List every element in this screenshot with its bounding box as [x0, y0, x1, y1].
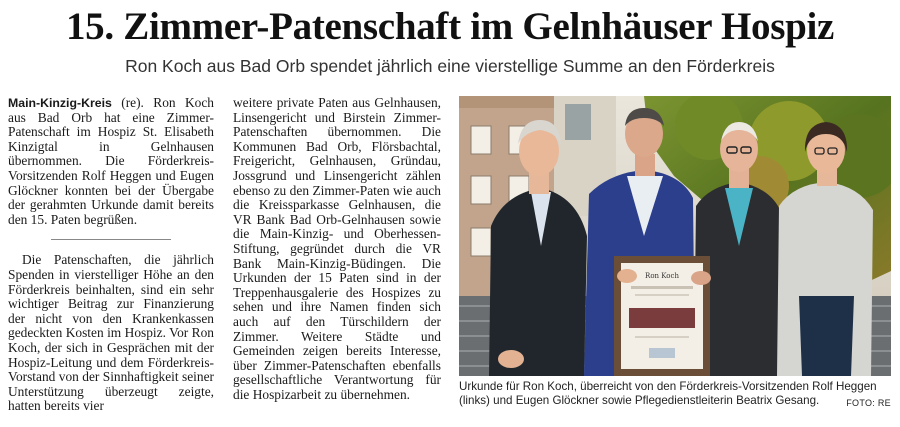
certificate-heading: Ron Koch: [645, 272, 679, 280]
body-paragraph-continued: weitere private Paten aus Gelnhausen, Linsengericht und Birstein Zimmer-Patenschaften übernommen. Die Kommunen Bad Orb, Flörsbachtal, Freigericht, Gelnhausen, Gründau, Jossgrund und Linsengericht zählen ebenso zu den Zimmer-Paten wie auch die Kreissparkasse Gelnhausen, die VR Bank Bad Orb-Gelnhausen sowie die Main-Kinzig- und Oberhessen-Stiftung, gegründet durch die VR Bank Main-Kinzig-Büdingen. Die Urkunden der 15 Paten sind in der Treppenhausgalerie des Hospizes zu sehen und ihre Namen finden sich auch auf den Türschildern der Zimmer. Weitere Städte und Gemeinden zeigen bereits Interesse, über Zimmer-Patenschaften ebenfalls gesellschaftliche Verantwortung für die Hospizarbeit zu übernehmen.: [233, 95, 441, 402]
dateline: Main-Kinzig-Kreis: [8, 96, 112, 110]
caption-text: Urkunde für Ron Koch, überreicht von den Förderkreis-Vorsitzenden Rolf Heggen (links) und Eugen Glöckner sowie Pflegedienstleiterin Beatrix Gesang.: [459, 380, 877, 408]
subheadline: Ron Koch aus Bad Orb spendet jährlich eine vierstellige Summe an den Förderkreis: [125, 56, 775, 76]
photo-caption: [459, 380, 891, 411]
article-column-1: [8, 96, 214, 414]
article-column-2: [233, 96, 441, 402]
photo-credit: FOTO: RE: [846, 398, 891, 409]
framed-certificate: [614, 256, 711, 376]
headline: 15. Zimmer-Patenschaft im Gelnhäuser Hospiz: [65, 5, 835, 48]
lead-paragraph: [8, 96, 214, 227]
divider: [51, 239, 171, 240]
article-photo: [459, 96, 891, 376]
lead-text: (re). Ron Koch aus Bad Orb hat eine Zimmer-Patenschaft im Hospiz St. Elisabeth Kinzigtal in Gelnhausen übernommen. Die Förderkreis-Vorsitzenden Rolf Heggen und Eugen Glöckner konnten bei der Übergabe der gerahmten Urkunde damit bereits den 15. Paten begrüßen.: [8, 95, 214, 227]
body-paragraph: Die Patenschaften, die jährlich Spenden in vierstelliger Höhe an den Förderkreis beinhalten, sind ein sehr wichtiger Beitrag zur Finanzierung der nicht von den Krankenkassen gedeckten Kosten im Hospiz. Vor Ron Koch, der sich in Gesprächen mit der Hospiz-Leitung und dem Förderkreis-Vorstand von der Sinnhaftigkeit seiner Unterstützung überzeugt zeigte, hatten bereits vier: [8, 252, 214, 414]
